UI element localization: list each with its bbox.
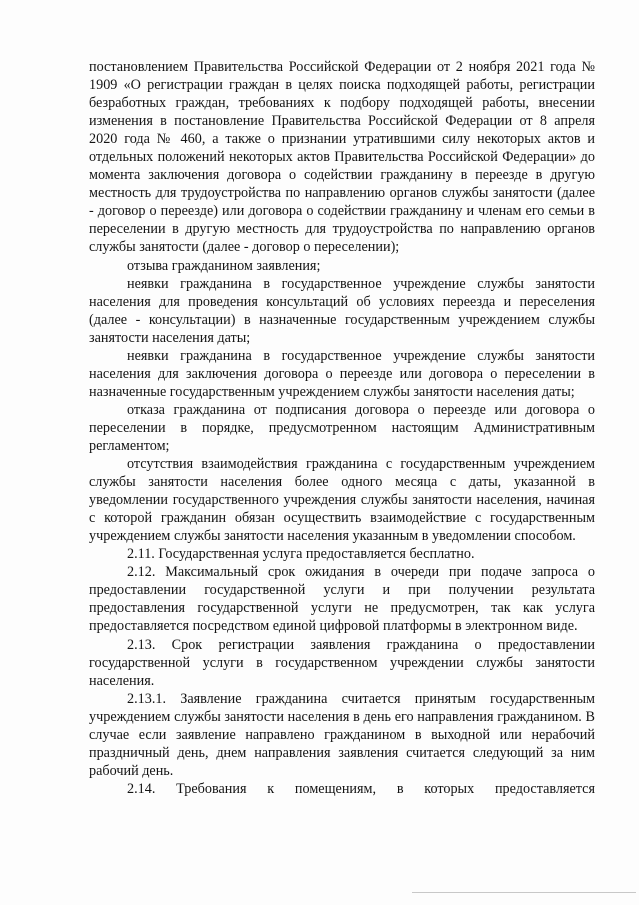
paragraph-withdrawal: отзыва гражданином заявления;	[127, 257, 321, 274]
paragraph-no-interaction: отсутствия взаимодействия гражданина с государственным учреждением службы занятости населения более одного месяца с даты, указанной в уведомлении государственного учреждения службы занятости населения, начиная с которой гражданин обязан осуществить взаимодействие с государственным учреждением службы занятости населения указанным в уведомлении способом.	[89, 456, 595, 545]
paragraph-resolution-reference: постановлением Правительства Российской Федерации от 2 ноября 2021 года № 1909 «О регистрации граждан в целях поиска подходящей работы, регистрации безработных граждан, требованиях к подбору подходящей работы, внесении изменения в постановление Правительства Российской Федерации от 8 апреля 2020 года № 460, а также о признании утратившими силу некоторых актов и отдельных положений некоторых актов Правительства Российской Федерации» до момента заключения договора о содействии гражданину в переезде в другую местность для трудоустройства по направлению органов службы занятости (далее - договор о переезде) или договора о содействии гражданину и членам его семьи в переселении в другую местность для трудоустройства по направлению органов службы занятости (далее - договор о переселении);	[89, 59, 595, 256]
paragraph-2-12: 2.12. Максимальный срок ожидания в очереди при подаче запроса о предоставлении государственной услуги и при получении результата предоставления государственной услуги не предусмотрен, так как услуга предоставляется посредством единой цифровой платформы в электронном виде.	[89, 564, 595, 635]
scan-edge-line	[412, 892, 636, 893]
paragraph-2-13-1: 2.13.1. Заявление гражданина считается принятым государственным учреждением службы занятости населения в день его направления гражданином. В случае если заявление направлено гражданином в выходной или нерабочий праздничный день, днем направления заявления считается следующий за ним рабочий день.	[89, 690, 595, 779]
paragraph-no-show-consultation: неявки гражданина в государственное учреждение службы занятости населения для проведения консультаций об условиях переезда и переселения (далее - консультации) в назначенные государственным учреждением службы занятости населения даты;	[89, 275, 595, 346]
document-body	[89, 58, 595, 798]
paragraph-2-14: 2.14. Требования к помещениям, в которых предоставляется	[127, 780, 595, 797]
paragraph-refusal-to-sign: отказа гражданина от подписания договора о переезде или договора о переселении в порядке, предусмотренном настоящим Административным регламентом;	[89, 401, 595, 454]
paragraph-2-13: 2.13. Срок регистрации заявления гражданина о предоставлении государственной услуги в государственном учреждении службы занятости населения.	[89, 636, 595, 689]
paragraph-no-show-contract: неявки гражданина в государственное учреждение службы занятости населения для заключения договора о переезде или договора о переселении в назначенные государственным учреждением службы занятости населения даты;	[89, 347, 595, 400]
paragraph-2-11: 2.11. Государственная услуга предоставляется бесплатно.	[127, 546, 475, 563]
